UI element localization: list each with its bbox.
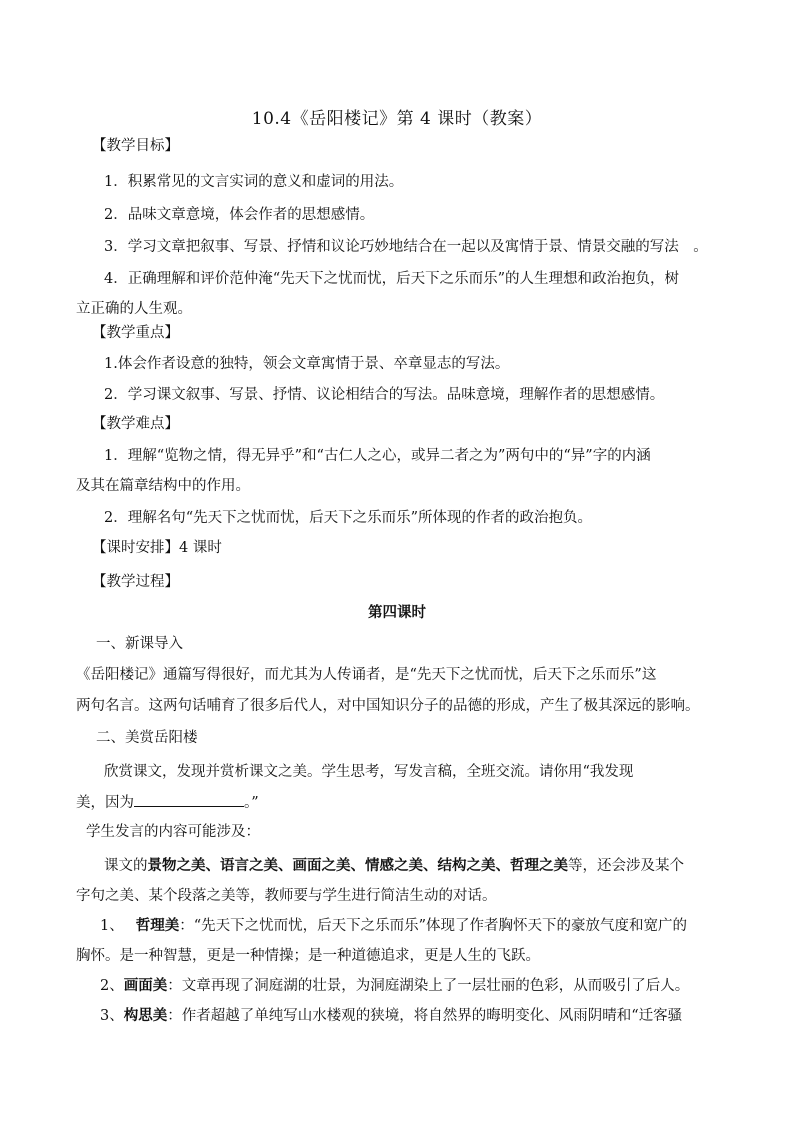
section-2-text: 美，因为: [76, 795, 134, 811]
item-1: [100, 916, 687, 936]
difficulty-1: 1．理解“览物之情，得无异乎”和“古仁人之心，或异二者之为”两句中的“异”字的内涵: [104, 448, 651, 464]
item-2: [100, 976, 689, 996]
item-3-label: 构思美: [123, 1007, 168, 1024]
key-point-1: 1.体会作者设意的独特，领会文章寓情于景、卒章显志的写法。: [104, 356, 510, 372]
beauty-list-bold: 景物之美、语言之美、画面之美、情感之美、结构之美、哲理之美: [147, 857, 568, 874]
section-1-header: 一、新课导入: [96, 636, 183, 652]
goal-3: 3．学习文章把叙事、写景、抒情和议论巧妙地结合在一起以及寓情于景、情景交融的写法 。: [104, 239, 708, 255]
difficulty-1-cont: 及其在篇章结构中的作用。: [76, 478, 250, 494]
difficulty-header: 【教学难点】: [92, 416, 179, 432]
difficulty-2: 2．理解名句“先天下之忧而忧，后天下之乐而乐”所体现的作者的政治抱负。: [104, 510, 593, 526]
item-1-label: 哲理美: [135, 917, 180, 934]
process-header: 【教学过程】: [92, 574, 179, 590]
goal-4: 4．正确理解和评价范仲淹“先天下之忧而忧，后天下之乐而乐”的人生理想和政治抱负，树: [104, 271, 680, 287]
section-2-text-end: 。”: [244, 795, 259, 811]
item-3: [100, 1006, 682, 1026]
lesson-title: 第四课时: [368, 604, 426, 621]
key-points-header: 【教学重点】: [92, 325, 179, 341]
section-2-header: 二、美赏岳阳楼: [96, 730, 198, 746]
beauty-list-post: 等，还会涉及某个: [568, 858, 684, 874]
goal-1: 1．积累常见的文言实词的意义和虚词的用法。: [104, 174, 404, 190]
item-1-text: ：“先天下之忧而忧，后天下之乐而乐”体现了作者胸怀天下的豪放气度和宽广的: [179, 918, 688, 934]
section-2-paragraph-cont: [76, 792, 259, 813]
document-title: 10.4《岳阳楼记》第 4 课时（教案）: [251, 109, 543, 129]
beauty-list-cont: 字句之美、某个段落之美等，教师要与学生进行简洁生动的对话。: [76, 888, 497, 904]
item-1-number: 1、: [100, 918, 124, 934]
item-3-text: ：作者超越了单纯写山水楼观的狭境，将自然界的晦明变化、风雨阴晴和“迁客骚: [167, 1008, 683, 1024]
key-point-2: 2．学习课文叙事、写景、抒情、议论相结合的写法。品味意境，理解作者的思想感情。: [104, 387, 665, 403]
section-2-note: 学生发言的内容可能涉及：: [86, 824, 260, 840]
goal-4-cont: 立正确的人生观。: [76, 301, 192, 317]
fill-in-blank: [134, 792, 244, 807]
item-1-cont: 胸怀。是一种智慧，更是一种情操；是一种道德追求，更是人生的飞跃。: [76, 948, 540, 964]
section-2-paragraph: 欣赏课文，发现并赏析课文之美。学生思考，写发言稿，全班交流。请你用“我发现: [104, 764, 634, 780]
beauty-list-pre: 课文的: [104, 858, 148, 874]
item-2-number: 2、: [100, 978, 124, 994]
item-2-label: 画面美: [123, 977, 168, 994]
beauty-list-paragraph: [104, 856, 684, 876]
schedule: 【课时安排】4 课时: [92, 540, 222, 556]
section-1-paragraph: 《岳阳楼记》通篇写得很好，而尤其为人传诵者，是“先天下之忧而忧，后天下之乐而乐”这: [76, 667, 657, 683]
section-1-paragraph-cont: 两句名言。这两句话哺育了很多后代人，对中国知识分子的品德的形成，产生了极其深远的影响。: [76, 698, 700, 714]
goals-header: 【教学目标】: [92, 138, 179, 154]
goal-2: 2．品味文章意境，体会作者的思想感情。: [104, 207, 375, 223]
item-3-number: 3、: [100, 1008, 124, 1024]
item-2-text: ：文章再现了洞庭湖的壮景，为洞庭湖染上了一层壮丽的色彩，从而吸引了后人。: [167, 978, 690, 994]
